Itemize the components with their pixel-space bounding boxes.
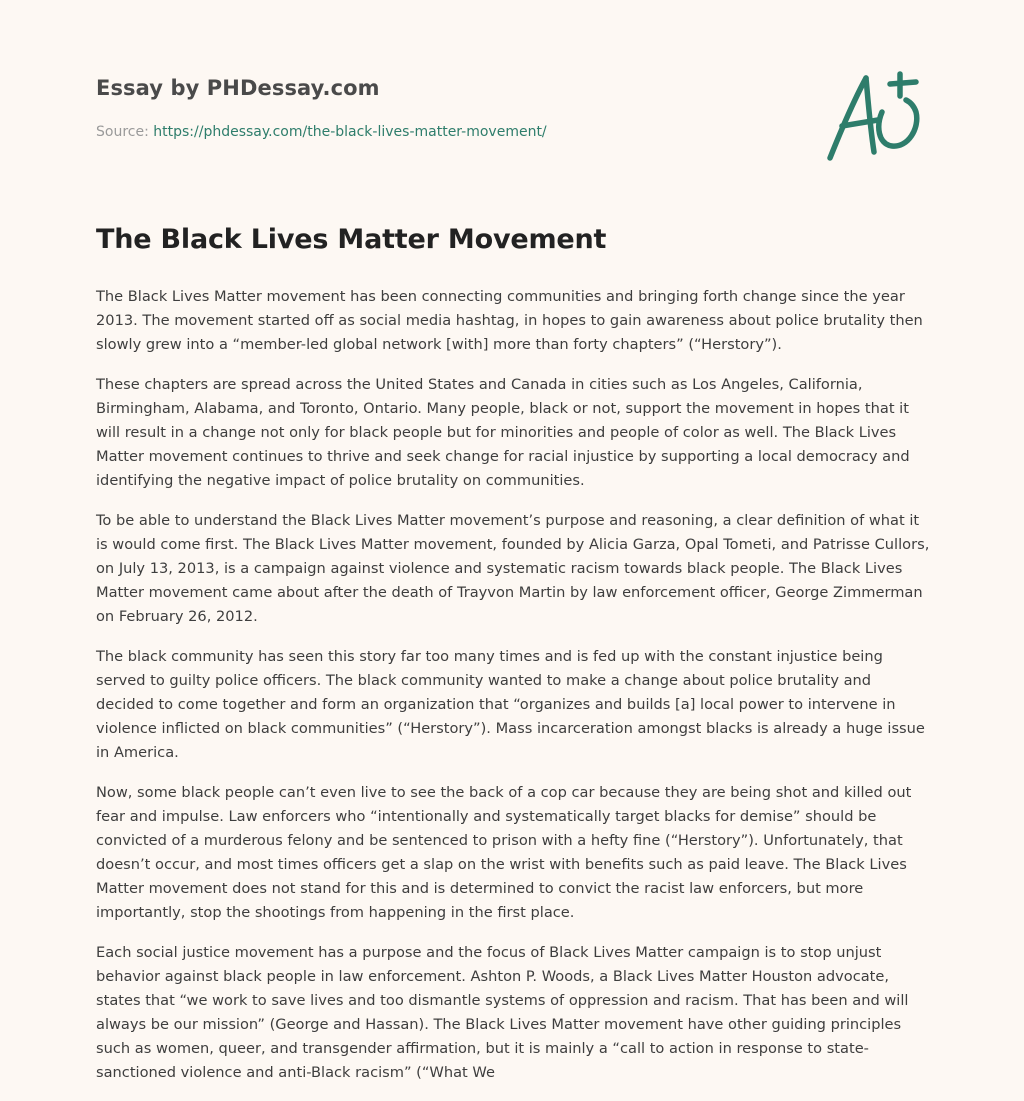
- source-line: [96, 124, 796, 140]
- essay-title: The Black Lives Matter Movement: [96, 224, 607, 255]
- paragraph: To be able to understand the Black Lives Matter movement’s purpose and reasoning, a clear definition of what it is would come first. The Black Lives Matter movement, founded by Alicia Garza, Opal Tometi, and Patrisse Cullors, on July 13, 2013, is a campaign against violence and systematic racism towards black people. The Black Lives Matter movement came about after the death of Trayvon Martin by law enforcement officer, George Zimmerman on February 26, 2012.: [96, 512, 930, 625]
- paragraph: The black community has seen this story far too many times and is fed up with the constant injustice being served to guilty police officers. The black community wanted to make a change about police brutality and decided to come together and form an organization that “organizes and builds [a] local power to intervene in violence inflicted on black communities” (“Herstory”). Mass incarceration amongst blacks is already a huge issue in America.: [96, 648, 925, 761]
- essay-body: [96, 285, 932, 1101]
- page-header: [96, 76, 796, 140]
- paragraph: These chapters are spread across the United States and Canada in cities such as Los Angeles, California, Birmingham, Alabama, and Toronto, Ontario. Many people, black or not, support the movement in hopes that it will result in a change not only for black people but for minorities and people of color as well. The Black Lives Matter movement continues to thrive and seek change for racial injustice by supporting a local democracy and identifying the negative impact of police brutality on communities.: [96, 376, 910, 489]
- brand-name: Essay by PHDessay.com: [96, 76, 380, 100]
- source-link[interactable]: https://phdessay.com/the-black-lives-matter-movement/: [153, 124, 547, 140]
- paragraph: The Black Lives Matter movement has been connecting communities and bringing forth change since the year 2013. The movement started off as social media hashtag, in hopes to gain awareness about police brutality then slowly grew into a “member-led global network [with] more than forty chapters” (“Herstory”).: [96, 288, 923, 353]
- paragraph: Each social justice movement has a purpose and the focus of Black Lives Matter campaign is to stop unjust behavior against black people in law enforcement. Ashton P. Woods, a Black Lives Matter Houston advocate, states that “we work to save lives and too dismantle systems of oppression and racism. That has been and will always be our mission” (George and Hassan). The Black Lives Matter movement have other guiding principles such as women, queer, and transgender affirmation, but it is mainly a “call to action in response to state-sanctioned violence and anti-Black racism” (“What We: [96, 944, 909, 1081]
- a-plus-logo-icon: [820, 66, 930, 166]
- source-label: Source:: [96, 124, 149, 140]
- paragraph: Now, some black people can’t even live to see the back of a cop car because they are being shot and killed out fear and impulse. Law enforcers who “intentionally and systematically target blacks for demise” should be convicted of a murderous felony and be sentenced to prison with a hefty fine (“Herstory”). Unfortunately, that doesn’t occur, and most times officers get a slap on the wrist with benefits such as paid leave. The Black Lives Matter movement does not stand for this and is determined to convict the racist law enforcers, but more importantly, stop the shootings from happening in the first place.: [96, 784, 912, 921]
